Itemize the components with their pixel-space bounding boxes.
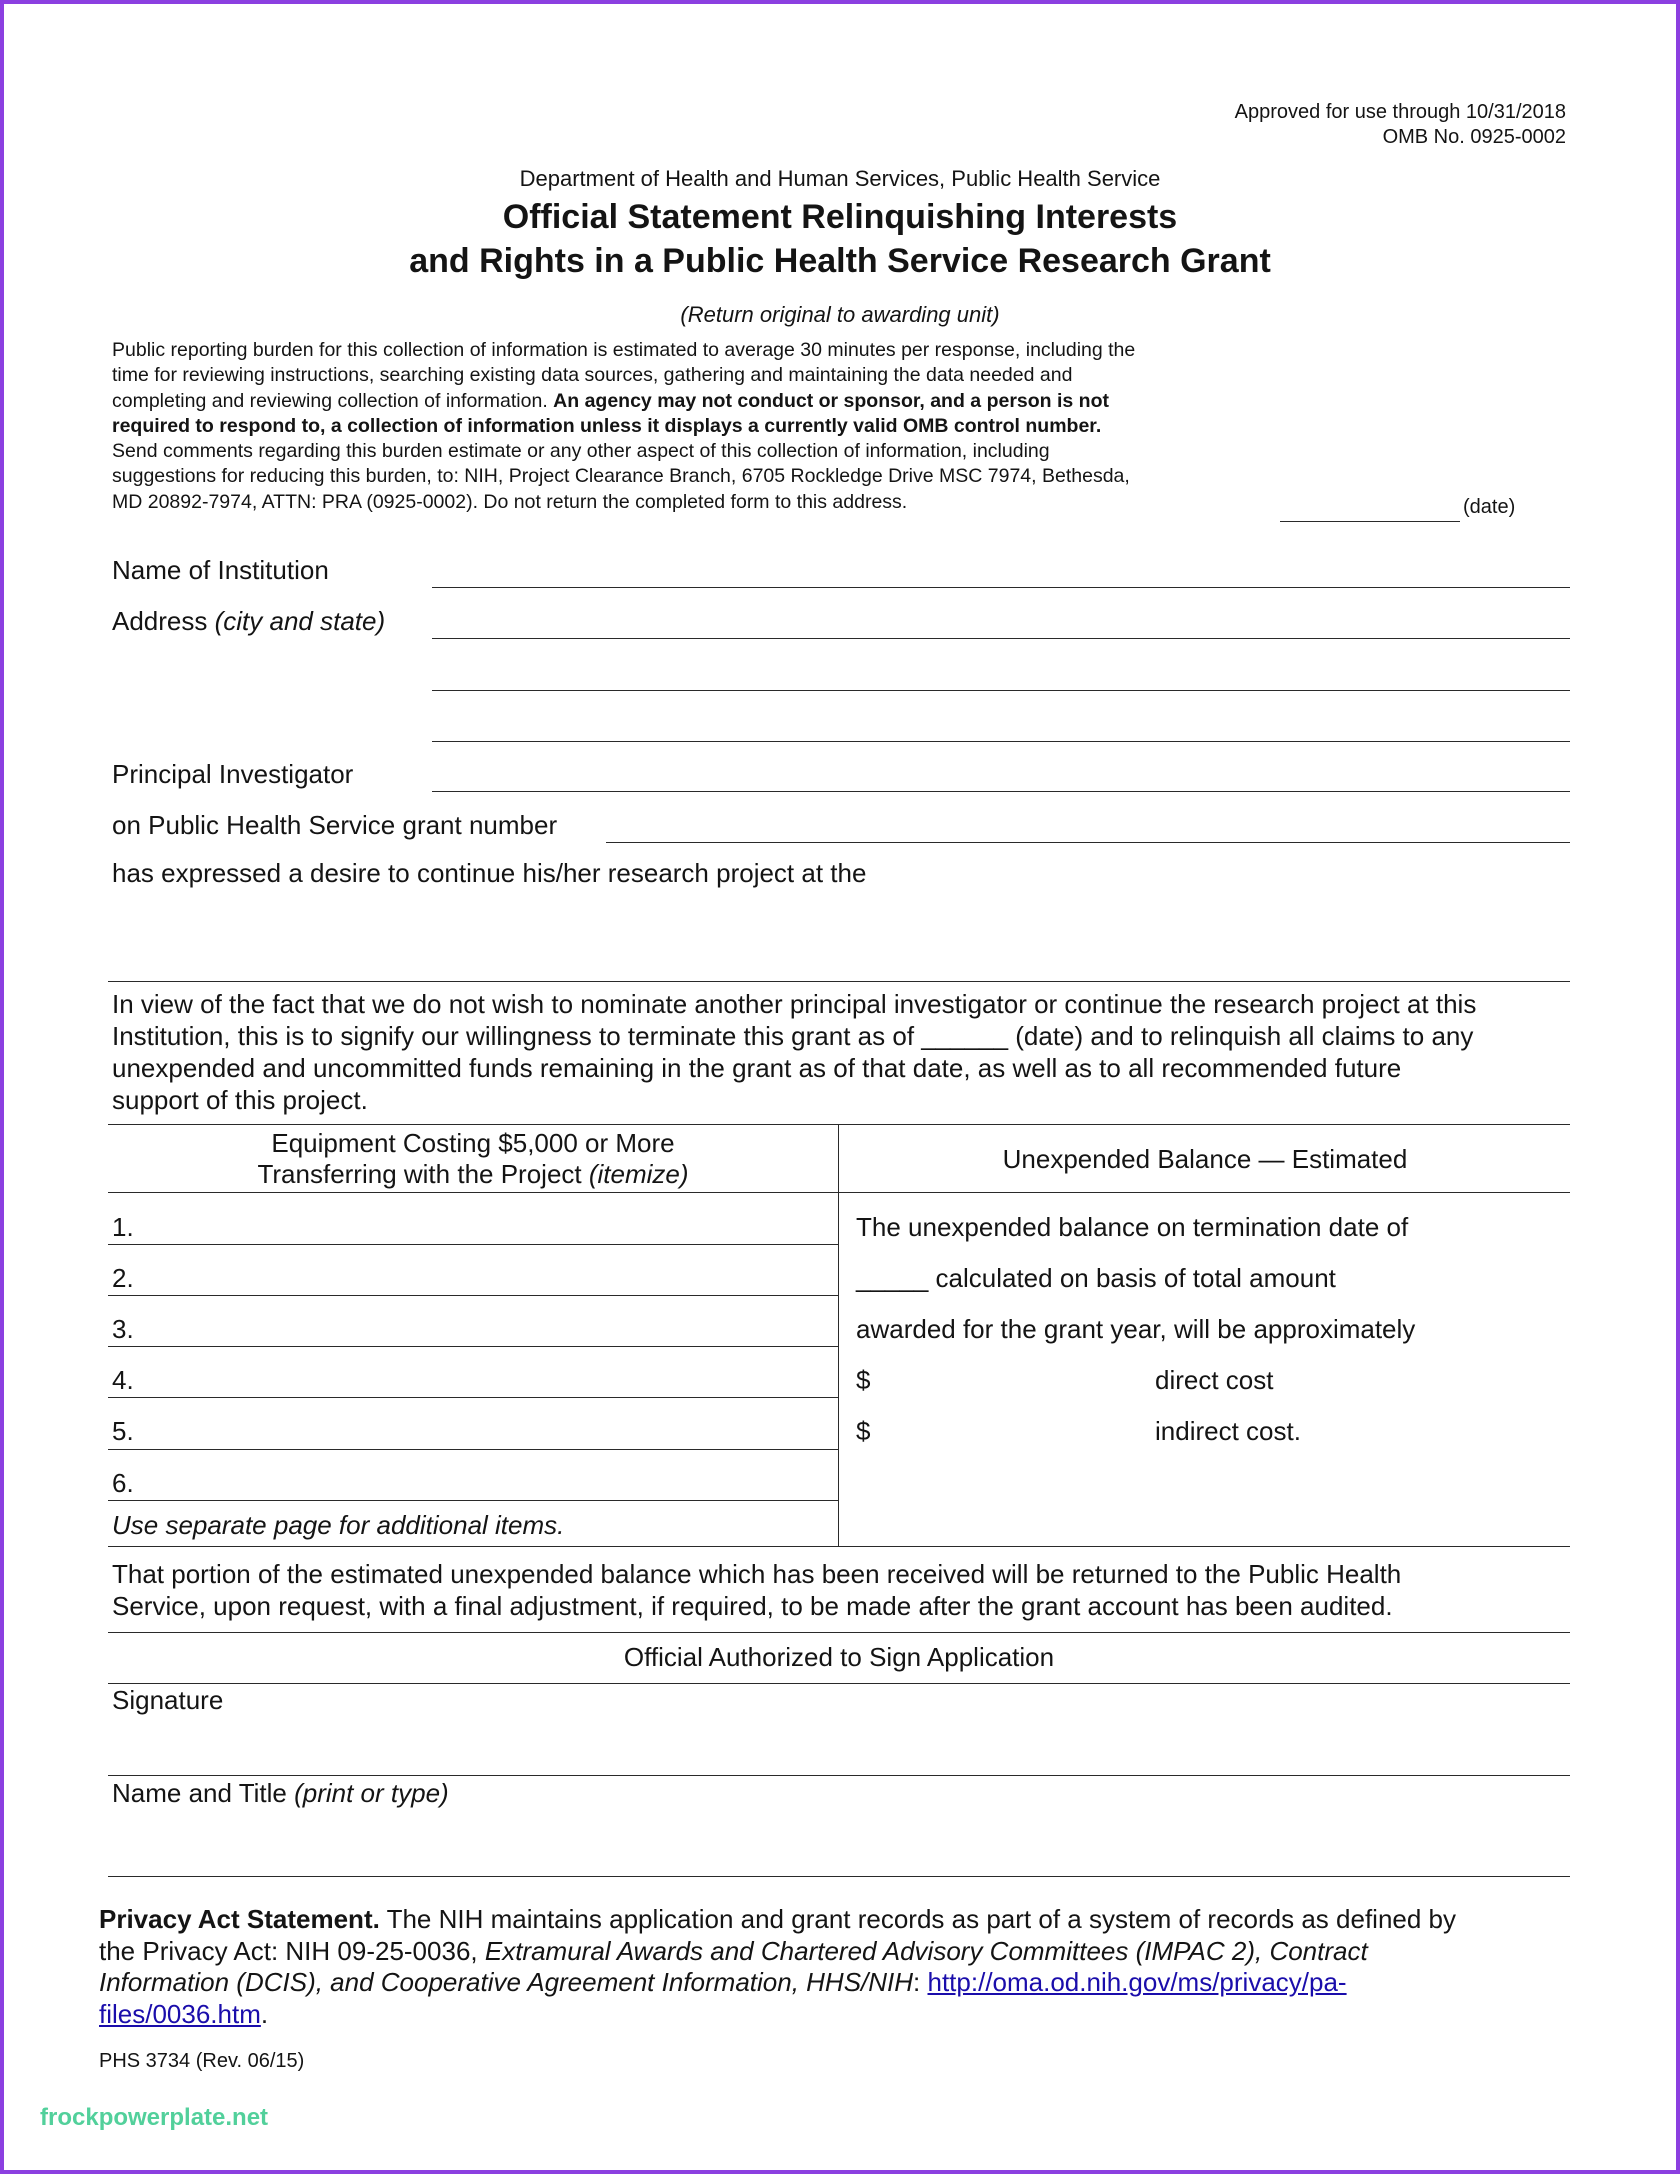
burden-line-bold: required to respond to, a collection of information unless it displays a currently valid OMB control number. [112,414,1102,437]
table-top-rule [108,1124,1570,1125]
name-title-hint: (print or type) [294,1778,449,1808]
desire-text: has expressed a desire to continue his/her research project at the [112,858,867,888]
equipment-item-number: 3. [112,1314,134,1344]
privacy-link[interactable]: files/0036.htm [99,1998,261,2029]
paragraph-line: unexpended and uncommitted funds remaining in the grant as of that date, as well as to all recommended future [112,1053,1402,1083]
privacy-line [99,1999,1456,2031]
address-field-line2[interactable] [432,690,1570,691]
address-field-line3[interactable] [432,741,1570,742]
direct-cost-label: direct cost [1155,1365,1274,1395]
burden-line-normal: completing and reviewing collection of information. [112,389,554,412]
form-title-line2: and Rights in a Public Health Service Research Grant [409,242,1271,280]
direct-cost-dollar: $ [856,1365,871,1395]
form-title-line1: Official Statement Relinquishing Interests [502,198,1178,236]
equipment-item-field[interactable] [108,1295,838,1296]
paragraph-line: That portion of the estimated unexpended balance which has been received will be returned to the Public Health [112,1559,1402,1589]
balance-header: Unexpended Balance — Estimated [1002,1144,1408,1174]
address-field-line1[interactable] [432,638,1570,639]
research-location-field[interactable] [108,981,1570,982]
burden-line: Public reporting burden for this collection of information is estimated to average 30 minutes per response, including the [112,339,1136,361]
equipment-item-field[interactable] [108,1346,838,1347]
balance-line: awarded for the grant year, will be approximately [856,1314,1416,1344]
address-label [112,606,385,637]
privacy-line [99,1904,1456,1936]
privacy-text: . [260,1998,269,2029]
equipment-item-number: 4. [112,1365,134,1395]
equipment-item-field[interactable] [108,1244,838,1245]
address-hint: (city and state) [214,606,386,636]
equipment-item-number: 1. [112,1212,134,1242]
equipment-header-line2 [108,1159,838,1190]
official-top-rule [108,1632,1570,1633]
privacy-text: : [913,1967,928,1997]
equipment-item-field[interactable] [108,1449,838,1450]
equipment-item-number: 6. [112,1468,134,1498]
signature-label: Signature [112,1685,224,1715]
burden-line-bold: An agency may not conduct or sponsor, and a person is not [553,389,1109,412]
privacy-text: the Privacy Act: NIH 09-25-0036, [99,1935,485,1966]
paragraph-line: Service, upon request, with a final adjustment, if required, to be made after the grant account has been audited. [112,1591,1393,1621]
paragraph-line: support of this project. [112,1085,368,1115]
table-bottom-rule [108,1546,1570,1547]
burden-statement [112,338,1135,515]
paragraph-line: In view of the fact that we do not wish to nominate another principal investigator or continue the research project at this [112,989,1477,1019]
return-paragraph [112,1558,1401,1622]
date-label: (date) [1463,496,1516,518]
name-title-text: Name and Title [112,1778,295,1808]
burden-line [112,389,1135,414]
privacy-text-italic: Information (DCIS), and Cooperative Agreement Information, HHS/NIH [99,1967,914,1997]
privacy-text: The NIH maintains application and grant records as part of a system of records as defined by [379,1904,1457,1934]
date-field[interactable] [1280,521,1460,522]
form-number: PHS 3734 (Rev. 06/15) [99,2050,305,2072]
privacy-line [99,1936,1456,1968]
equipment-item-number: 2. [112,1263,134,1293]
burden-line: Send comments regarding this burden estimate or any other aspect of this collection of information, including [112,440,1050,463]
burden-line: suggestions for reducing this burden, to: NIH, Project Clearance Branch, 6705 Rockledge Drive MSC 7974, Bethesda, [112,465,1130,488]
burden-line: time for reviewing instructions, searching existing data sources, gathering and maintaining the data needed and [112,364,1073,387]
form-subtitle: (Return original to awarding unit) [680,302,1000,327]
address-label-text: Address [112,606,215,636]
watermark-logo: frockpowerplate.net [40,2104,269,2131]
equipment-item-field[interactable] [108,1500,838,1501]
table-header-rule [108,1192,1570,1193]
indirect-cost-label: indirect cost. [1155,1416,1301,1446]
official-header-rule [108,1683,1570,1684]
approval-date: Approved for use through 10/31/2018 [1234,101,1566,123]
equipment-header [108,1128,838,1190]
table-divider [838,1124,839,1546]
agency-name: Department of Health and Human Services, Public Health Service [519,166,1161,191]
pi-field[interactable] [432,791,1570,792]
indirect-cost-dollar: $ [856,1416,871,1446]
institution-field[interactable] [432,587,1570,588]
paragraph-line: Institution, this is to signify our willingness to terminate this grant as of ______ (date) and to relinquish all claims to any [112,1021,1474,1051]
omb-number: OMB No. 0925-0002 [1382,126,1566,148]
balance-line: _____ calculated on basis of total amount [856,1263,1336,1293]
equipment-header-hint: (itemize) [588,1159,689,1189]
terminate-paragraph [112,988,1476,1116]
pi-label: Principal Investigator [112,759,354,789]
equipment-note: Use separate page for additional items. [112,1510,565,1540]
privacy-text-italic: Extramural Awards and Chartered Advisory Committees (IMPAC 2), Contract [484,1935,1368,1966]
equipment-header-text: Transferring with the Project [257,1159,589,1189]
grant-number-field[interactable] [606,842,1570,843]
official-header: Official Authorized to Sign Application [623,1642,1055,1672]
privacy-statement [99,1904,1456,2030]
institution-label: Name of Institution [112,555,329,585]
equipment-header-line1: Equipment Costing $5,000 or More [271,1128,675,1158]
privacy-link[interactable]: http://oma.od.nih.gov/ms/privacy/pa- [927,1967,1347,1997]
balance-line: The unexpended balance on termination date of [856,1212,1409,1242]
privacy-heading: Privacy Act Statement. [99,1904,380,1934]
name-title-label [112,1778,449,1809]
equipment-item-field[interactable] [108,1397,838,1398]
burden-line: MD 20892-7974, ATTN: PRA (0925-0002). Do not return the completed form to this address. [112,490,908,513]
privacy-line [99,1967,1456,1999]
grant-number-label: on Public Health Service grant number [112,810,558,840]
equipment-item-number: 5. [112,1416,134,1446]
name-title-field[interactable] [108,1876,1570,1877]
signature-field[interactable] [108,1775,1570,1776]
